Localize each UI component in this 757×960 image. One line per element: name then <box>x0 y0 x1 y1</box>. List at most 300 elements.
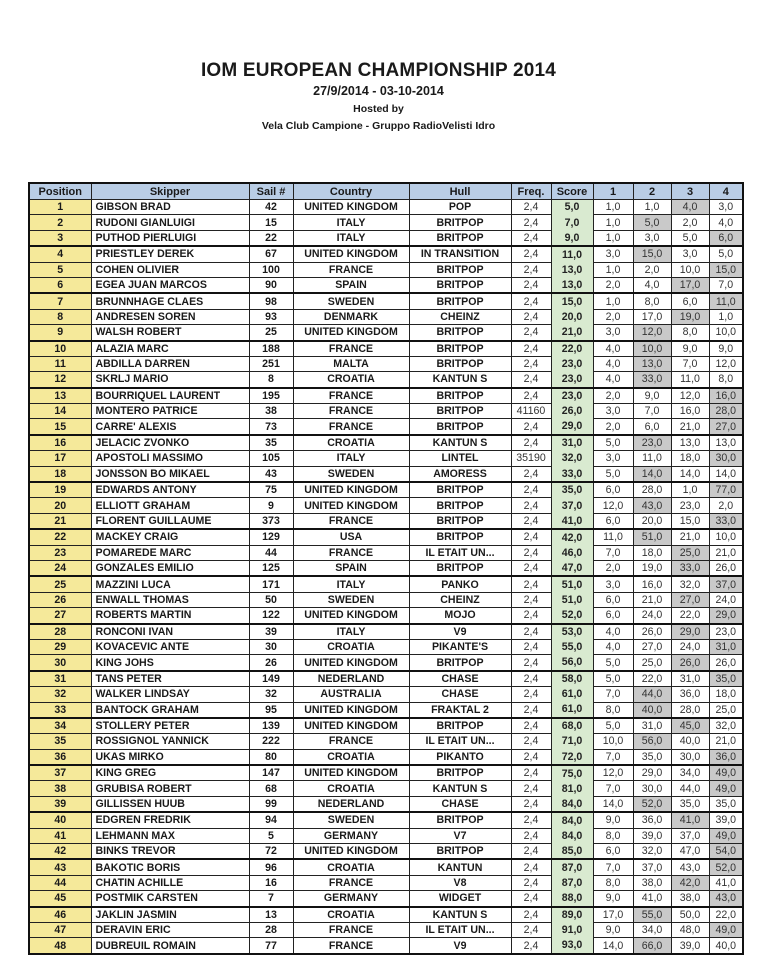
column-header-race-3: 3 <box>671 183 709 200</box>
score-cell: 85,0 <box>551 844 593 860</box>
race-4-cell: 31,0 <box>709 639 743 654</box>
sail-number-cell: 25 <box>249 325 293 341</box>
frequency-cell: 35190 <box>511 451 551 466</box>
race-4-cell: 11,0 <box>709 293 743 309</box>
position-cell: 21 <box>29 513 91 529</box>
score-cell: 31,0 <box>551 435 593 451</box>
skipper-cell: KING GREG <box>91 765 249 781</box>
race-1-cell: 7,0 <box>593 687 633 702</box>
country-cell: UNITED KINGDOM <box>293 655 409 671</box>
table-row <box>29 560 743 576</box>
race-1-cell: 7,0 <box>593 781 633 796</box>
race-4-cell: 29,0 <box>709 608 743 624</box>
hull-cell: BRITPOP <box>409 262 511 277</box>
race-4-cell: 25,0 <box>709 702 743 718</box>
race-4-cell: 3,0 <box>709 200 743 215</box>
race-4-cell: 14,0 <box>709 466 743 482</box>
race-3-cell: 19,0 <box>671 309 709 324</box>
country-cell: UNITED KINGDOM <box>293 200 409 215</box>
race-3-cell: 40,0 <box>671 734 709 749</box>
frequency-cell: 2,4 <box>511 687 551 702</box>
race-3-cell: 9,0 <box>671 341 709 357</box>
hull-cell: CHEINZ <box>409 309 511 324</box>
score-cell: 5,0 <box>551 200 593 215</box>
skipper-cell: CARRE' ALEXIS <box>91 419 249 435</box>
frequency-cell: 2,4 <box>511 781 551 796</box>
race-2-cell: 17,0 <box>633 309 671 324</box>
country-cell: UNITED KINGDOM <box>293 498 409 513</box>
position-cell: 13 <box>29 388 91 404</box>
country-cell: FRANCE <box>293 938 409 954</box>
score-cell: 42,0 <box>551 529 593 545</box>
race-4-cell: 21,0 <box>709 545 743 560</box>
frequency-cell: 2,4 <box>511 545 551 560</box>
table-row <box>29 828 743 843</box>
hull-cell: PIKANTO <box>409 749 511 765</box>
race-3-cell: 35,0 <box>671 796 709 812</box>
race-3-cell: 3,0 <box>671 246 709 262</box>
table-row <box>29 277 743 293</box>
table-row <box>29 246 743 262</box>
race-1-cell: 5,0 <box>593 466 633 482</box>
race-4-cell: 21,0 <box>709 734 743 749</box>
race-4-cell: 10,0 <box>709 325 743 341</box>
score-cell: 61,0 <box>551 687 593 702</box>
skipper-cell: APOSTOLI MASSIMO <box>91 451 249 466</box>
score-cell: 29,0 <box>551 419 593 435</box>
sail-number-cell: 93 <box>249 309 293 324</box>
frequency-cell: 2,4 <box>511 325 551 341</box>
hull-cell: V9 <box>409 624 511 640</box>
race-3-cell: 23,0 <box>671 498 709 513</box>
race-1-cell: 2,0 <box>593 309 633 324</box>
position-cell: 14 <box>29 404 91 419</box>
table-row <box>29 498 743 513</box>
race-2-cell: 51,0 <box>633 529 671 545</box>
table-row <box>29 309 743 324</box>
table-row <box>29 765 743 781</box>
score-cell: 58,0 <box>551 671 593 687</box>
country-cell: FRANCE <box>293 545 409 560</box>
race-4-cell: 23,0 <box>709 624 743 640</box>
table-row <box>29 687 743 702</box>
race-2-cell: 55,0 <box>633 907 671 923</box>
position-cell: 18 <box>29 466 91 482</box>
race-3-cell: 27,0 <box>671 592 709 607</box>
race-3-cell: 39,0 <box>671 938 709 954</box>
frequency-cell: 2,4 <box>511 749 551 765</box>
skipper-cell: ALAZIA MARC <box>91 341 249 357</box>
frequency-cell: 2,4 <box>511 560 551 576</box>
race-2-cell: 24,0 <box>633 608 671 624</box>
hull-cell: IL ETAIT UN... <box>409 734 511 749</box>
race-1-cell: 5,0 <box>593 655 633 671</box>
table-row <box>29 230 743 246</box>
race-2-cell: 52,0 <box>633 796 671 812</box>
skipper-cell: PUTHOD PIERLUIGI <box>91 230 249 246</box>
hull-cell: BRITPOP <box>409 655 511 671</box>
race-1-cell: 14,0 <box>593 796 633 812</box>
race-4-cell: 9,0 <box>709 341 743 357</box>
race-3-cell: 36,0 <box>671 687 709 702</box>
race-1-cell: 5,0 <box>593 671 633 687</box>
race-2-cell: 11,0 <box>633 451 671 466</box>
position-cell: 47 <box>29 922 91 937</box>
position-cell: 6 <box>29 277 91 293</box>
score-cell: 87,0 <box>551 859 593 875</box>
table-row <box>29 341 743 357</box>
race-1-cell: 8,0 <box>593 828 633 843</box>
column-header-position: Position <box>29 183 91 200</box>
skipper-cell: MONTERO PATRICE <box>91 404 249 419</box>
position-cell: 8 <box>29 309 91 324</box>
frequency-cell: 2,4 <box>511 671 551 687</box>
race-3-cell: 41,0 <box>671 812 709 828</box>
position-cell: 9 <box>29 325 91 341</box>
position-cell: 41 <box>29 828 91 843</box>
hull-cell: V9 <box>409 938 511 954</box>
race-2-cell: 20,0 <box>633 513 671 529</box>
frequency-cell: 2,4 <box>511 624 551 640</box>
table-row <box>29 859 743 875</box>
country-cell: AUSTRALIA <box>293 687 409 702</box>
skipper-cell: ENWALL THOMAS <box>91 592 249 607</box>
race-2-cell: 43,0 <box>633 498 671 513</box>
score-cell: 51,0 <box>551 576 593 592</box>
race-1-cell: 7,0 <box>593 545 633 560</box>
score-cell: 55,0 <box>551 639 593 654</box>
race-2-cell: 2,0 <box>633 262 671 277</box>
race-2-cell: 39,0 <box>633 828 671 843</box>
score-cell: 91,0 <box>551 922 593 937</box>
results-table <box>28 182 744 955</box>
table-row <box>29 372 743 388</box>
skipper-cell: JELACIC ZVONKO <box>91 435 249 451</box>
score-cell: 41,0 <box>551 513 593 529</box>
table-row <box>29 482 743 498</box>
sail-number-cell: 43 <box>249 466 293 482</box>
position-cell: 39 <box>29 796 91 812</box>
skipper-cell: MAZZINI LUCA <box>91 576 249 592</box>
score-cell: 7,0 <box>551 215 593 230</box>
skipper-cell: BINKS TREVOR <box>91 844 249 860</box>
country-cell: NEDERLAND <box>293 671 409 687</box>
frequency-cell: 2,4 <box>511 734 551 749</box>
skipper-cell: BAKOTIC BORIS <box>91 859 249 875</box>
sail-number-cell: 90 <box>249 277 293 293</box>
race-4-cell: 26,0 <box>709 560 743 576</box>
hull-cell: BRITPOP <box>409 812 511 828</box>
race-3-cell: 12,0 <box>671 388 709 404</box>
table-row <box>29 576 743 592</box>
column-header-skipper: Skipper <box>91 183 249 200</box>
score-cell: 93,0 <box>551 938 593 954</box>
sail-number-cell: 149 <box>249 671 293 687</box>
sail-number-cell: 80 <box>249 749 293 765</box>
country-cell: SPAIN <box>293 277 409 293</box>
score-cell: 61,0 <box>551 702 593 718</box>
race-1-cell: 1,0 <box>593 215 633 230</box>
table-row <box>29 718 743 734</box>
frequency-cell: 2,4 <box>511 529 551 545</box>
country-cell: CROATIA <box>293 781 409 796</box>
race-1-cell: 1,0 <box>593 293 633 309</box>
table-header-row <box>29 183 743 200</box>
frequency-cell: 2,4 <box>511 608 551 624</box>
position-cell: 2 <box>29 215 91 230</box>
race-2-cell: 16,0 <box>633 576 671 592</box>
score-cell: 84,0 <box>551 796 593 812</box>
race-4-cell: 10,0 <box>709 529 743 545</box>
skipper-cell: JONSSON BO MIKAEL <box>91 466 249 482</box>
race-4-cell: 2,0 <box>709 498 743 513</box>
race-3-cell: 42,0 <box>671 875 709 890</box>
frequency-cell: 2,4 <box>511 592 551 607</box>
race-1-cell: 5,0 <box>593 718 633 734</box>
score-cell: 32,0 <box>551 451 593 466</box>
hull-cell: BRITPOP <box>409 277 511 293</box>
score-cell: 37,0 <box>551 498 593 513</box>
race-4-cell: 1,0 <box>709 309 743 324</box>
country-cell: NEDERLAND <box>293 796 409 812</box>
country-cell: FRANCE <box>293 388 409 404</box>
race-4-cell: 5,0 <box>709 246 743 262</box>
sail-number-cell: 5 <box>249 828 293 843</box>
frequency-cell: 2,4 <box>511 341 551 357</box>
hull-cell: KANTUN S <box>409 907 511 923</box>
skipper-cell: EDWARDS ANTONY <box>91 482 249 498</box>
frequency-cell: 2,4 <box>511 765 551 781</box>
hull-cell: MOJO <box>409 608 511 624</box>
sail-number-cell: 96 <box>249 859 293 875</box>
race-1-cell: 4,0 <box>593 639 633 654</box>
race-3-cell: 10,0 <box>671 262 709 277</box>
race-4-cell: 35,0 <box>709 671 743 687</box>
position-cell: 24 <box>29 560 91 576</box>
hull-cell: CHASE <box>409 687 511 702</box>
sail-number-cell: 251 <box>249 356 293 371</box>
table-row <box>29 404 743 419</box>
race-1-cell: 9,0 <box>593 922 633 937</box>
skipper-cell: PRIESTLEY DEREK <box>91 246 249 262</box>
sail-number-cell: 26 <box>249 655 293 671</box>
column-header-country: Country <box>293 183 409 200</box>
position-cell: 5 <box>29 262 91 277</box>
race-3-cell: 37,0 <box>671 828 709 843</box>
sail-number-cell: 98 <box>249 293 293 309</box>
position-cell: 37 <box>29 765 91 781</box>
table-row <box>29 624 743 640</box>
table-row <box>29 734 743 749</box>
table-row <box>29 671 743 687</box>
frequency-cell: 2,4 <box>511 435 551 451</box>
table-row <box>29 200 743 215</box>
country-cell: FRANCE <box>293 419 409 435</box>
score-cell: 56,0 <box>551 655 593 671</box>
position-cell: 30 <box>29 655 91 671</box>
skipper-cell: POSTMIK CARSTEN <box>91 891 249 907</box>
frequency-cell: 2,4 <box>511 796 551 812</box>
position-cell: 25 <box>29 576 91 592</box>
race-4-cell: 43,0 <box>709 891 743 907</box>
position-cell: 22 <box>29 529 91 545</box>
frequency-cell: 2,4 <box>511 356 551 371</box>
race-3-cell: 33,0 <box>671 560 709 576</box>
column-header-race-1: 1 <box>593 183 633 200</box>
country-cell: SWEDEN <box>293 466 409 482</box>
country-cell: GERMANY <box>293 828 409 843</box>
position-cell: 3 <box>29 230 91 246</box>
race-3-cell: 7,0 <box>671 356 709 371</box>
column-header-score: Score <box>551 183 593 200</box>
position-cell: 45 <box>29 891 91 907</box>
race-2-cell: 31,0 <box>633 718 671 734</box>
frequency-cell: 2,4 <box>511 372 551 388</box>
country-cell: FRANCE <box>293 341 409 357</box>
table-row <box>29 702 743 718</box>
race-1-cell: 8,0 <box>593 702 633 718</box>
race-3-cell: 47,0 <box>671 844 709 860</box>
race-2-cell: 4,0 <box>633 277 671 293</box>
race-3-cell: 50,0 <box>671 907 709 923</box>
score-cell: 46,0 <box>551 545 593 560</box>
race-4-cell: 26,0 <box>709 655 743 671</box>
table-row <box>29 466 743 482</box>
sail-number-cell: 171 <box>249 576 293 592</box>
race-1-cell: 14,0 <box>593 938 633 954</box>
frequency-cell: 2,4 <box>511 277 551 293</box>
score-cell: 75,0 <box>551 765 593 781</box>
column-header-freq: Freq. <box>511 183 551 200</box>
race-3-cell: 45,0 <box>671 718 709 734</box>
race-2-cell: 37,0 <box>633 859 671 875</box>
hull-cell: FRAKTAL 2 <box>409 702 511 718</box>
score-cell: 20,0 <box>551 309 593 324</box>
hull-cell: WIDGET <box>409 891 511 907</box>
race-2-cell: 30,0 <box>633 781 671 796</box>
hull-cell: AMORESS <box>409 466 511 482</box>
frequency-cell: 2,4 <box>511 482 551 498</box>
score-cell: 47,0 <box>551 560 593 576</box>
frequency-cell: 2,4 <box>511 388 551 404</box>
sail-number-cell: 99 <box>249 796 293 812</box>
frequency-cell: 2,4 <box>511 922 551 937</box>
race-4-cell: 32,0 <box>709 718 743 734</box>
frequency-cell: 2,4 <box>511 639 551 654</box>
sail-number-cell: 16 <box>249 875 293 890</box>
score-cell: 9,0 <box>551 230 593 246</box>
race-4-cell: 36,0 <box>709 749 743 765</box>
hull-cell: IL ETAIT UN... <box>409 922 511 937</box>
race-1-cell: 1,0 <box>593 230 633 246</box>
hull-cell: POP <box>409 200 511 215</box>
race-2-cell: 34,0 <box>633 922 671 937</box>
table-row <box>29 529 743 545</box>
race-1-cell: 4,0 <box>593 624 633 640</box>
hull-cell: BRITPOP <box>409 356 511 371</box>
race-4-cell: 35,0 <box>709 796 743 812</box>
race-3-cell: 4,0 <box>671 200 709 215</box>
race-3-cell: 29,0 <box>671 624 709 640</box>
frequency-cell: 2,4 <box>511 718 551 734</box>
sail-number-cell: 129 <box>249 529 293 545</box>
race-3-cell: 24,0 <box>671 639 709 654</box>
column-header-race-4: 4 <box>709 183 743 200</box>
race-2-cell: 12,0 <box>633 325 671 341</box>
race-2-cell: 35,0 <box>633 749 671 765</box>
race-1-cell: 10,0 <box>593 734 633 749</box>
race-3-cell: 14,0 <box>671 466 709 482</box>
race-2-cell: 7,0 <box>633 404 671 419</box>
frequency-cell: 2,4 <box>511 262 551 277</box>
frequency-cell: 2,4 <box>511 309 551 324</box>
table-row <box>29 749 743 765</box>
sail-number-cell: 38 <box>249 404 293 419</box>
race-2-cell: 29,0 <box>633 765 671 781</box>
race-4-cell: 33,0 <box>709 513 743 529</box>
skipper-cell: SKRLJ MARIO <box>91 372 249 388</box>
position-cell: 7 <box>29 293 91 309</box>
country-cell: UNITED KINGDOM <box>293 844 409 860</box>
results-body <box>29 200 743 954</box>
position-cell: 29 <box>29 639 91 654</box>
table-row <box>29 388 743 404</box>
race-1-cell: 3,0 <box>593 246 633 262</box>
sail-number-cell: 222 <box>249 734 293 749</box>
table-row <box>29 325 743 341</box>
race-2-cell: 41,0 <box>633 891 671 907</box>
frequency-cell: 2,4 <box>511 844 551 860</box>
score-cell: 89,0 <box>551 907 593 923</box>
position-cell: 11 <box>29 356 91 371</box>
country-cell: CROATIA <box>293 372 409 388</box>
column-header-race-2: 2 <box>633 183 671 200</box>
race-3-cell: 17,0 <box>671 277 709 293</box>
hull-cell: CHEINZ <box>409 592 511 607</box>
table-row <box>29 356 743 371</box>
race-4-cell: 13,0 <box>709 435 743 451</box>
race-1-cell: 3,0 <box>593 451 633 466</box>
score-cell: 15,0 <box>551 293 593 309</box>
position-cell: 46 <box>29 907 91 923</box>
race-4-cell: 41,0 <box>709 875 743 890</box>
hull-cell: BRITPOP <box>409 404 511 419</box>
race-1-cell: 12,0 <box>593 765 633 781</box>
score-cell: 23,0 <box>551 356 593 371</box>
race-3-cell: 6,0 <box>671 293 709 309</box>
host-club: Vela Club Campione - Gruppo RadioVelisti Idro <box>261 120 496 132</box>
race-3-cell: 18,0 <box>671 451 709 466</box>
position-cell: 26 <box>29 592 91 607</box>
country-cell: SPAIN <box>293 560 409 576</box>
position-cell: 23 <box>29 545 91 560</box>
sail-number-cell: 8 <box>249 372 293 388</box>
race-2-cell: 44,0 <box>633 687 671 702</box>
race-1-cell: 11,0 <box>593 529 633 545</box>
score-cell: 84,0 <box>551 828 593 843</box>
score-cell: 71,0 <box>551 734 593 749</box>
score-cell: 68,0 <box>551 718 593 734</box>
frequency-cell: 2,4 <box>511 498 551 513</box>
race-3-cell: 34,0 <box>671 765 709 781</box>
hull-cell: BRITPOP <box>409 215 511 230</box>
sail-number-cell: 35 <box>249 435 293 451</box>
frequency-cell: 2,4 <box>511 466 551 482</box>
race-1-cell: 5,0 <box>593 435 633 451</box>
hull-cell: BRITPOP <box>409 513 511 529</box>
table-row <box>29 922 743 937</box>
race-2-cell: 19,0 <box>633 560 671 576</box>
